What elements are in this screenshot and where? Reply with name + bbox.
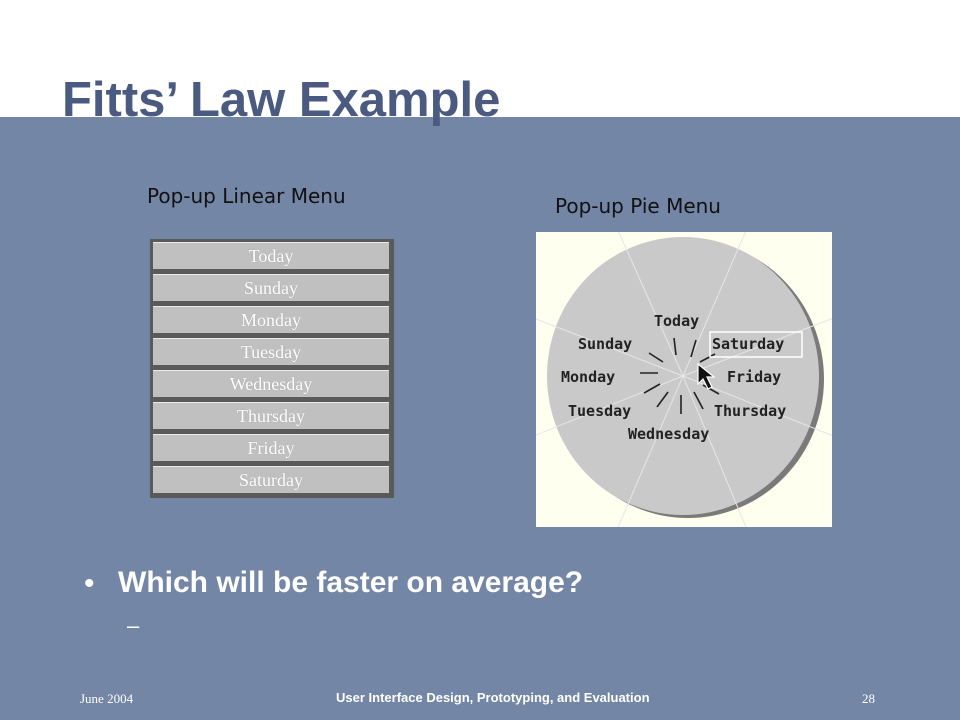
linear-menu-item-tuesday[interactable]: Tuesday	[153, 338, 389, 365]
linear-menu-item-today[interactable]: Today	[153, 242, 389, 269]
bullet-marker: •	[84, 567, 95, 600]
slide-title: Fitts’ Law Example	[62, 73, 501, 127]
linear-menu	[150, 239, 394, 498]
sub-bullet-dash: –	[127, 613, 140, 638]
question-text: Which will be faster on average?	[118, 566, 584, 599]
pie-item-saturday[interactable]: Saturday	[712, 335, 785, 353]
footer-page-number: 28	[862, 691, 875, 706]
linear-menu-caption: Pop-up Linear Menu	[147, 184, 346, 208]
pie-item-thursday[interactable]: Thursday	[714, 402, 787, 420]
linear-menu-item-thursday[interactable]: Thursday	[153, 402, 389, 429]
pie-item-tuesday[interactable]: Tuesday	[568, 402, 632, 420]
pie-item-today[interactable]: Today	[654, 312, 700, 330]
pie-item-wednesday[interactable]: Wednesday	[628, 425, 710, 443]
linear-menu-item-wednesday[interactable]: Wednesday	[153, 370, 389, 397]
pie-menu-caption: Pop-up Pie Menu	[555, 194, 721, 218]
pie-item-sunday[interactable]: Sunday	[578, 335, 633, 353]
pie-menu	[536, 232, 832, 527]
linear-menu-item-saturday[interactable]: Saturday	[153, 466, 389, 493]
linear-menu-item-monday[interactable]: Monday	[153, 306, 389, 333]
linear-menu-item-friday[interactable]: Friday	[153, 434, 389, 461]
pie-item-friday[interactable]: Friday	[727, 368, 782, 386]
linear-menu-item-sunday[interactable]: Sunday	[153, 274, 389, 301]
pie-item-monday[interactable]: Monday	[561, 368, 616, 386]
footer-date: June 2004	[80, 691, 134, 706]
footer-course-title: User Interface Design, Prototyping, and Evaluation	[336, 690, 650, 705]
